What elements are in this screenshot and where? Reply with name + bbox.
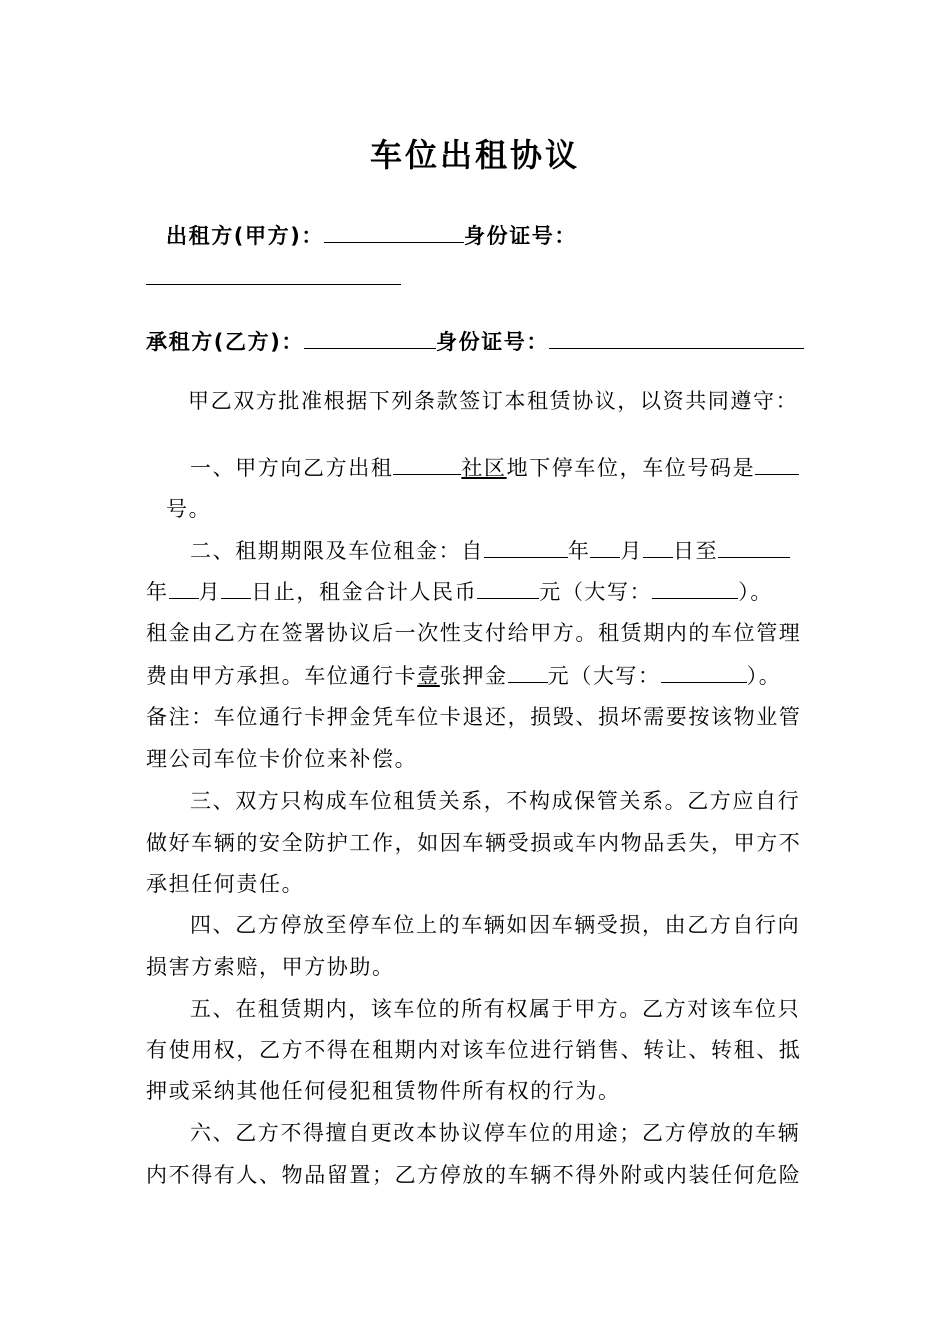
clause-2-line-3: 租金由乙方在签署协议后一次性支付给甲方。租赁期内的车位管理 (146, 621, 802, 645)
clause-5-line-1: 五、在租赁期内，该车位的所有权属于甲方。乙方对该车位只 (190, 997, 801, 1021)
end-year-blank[interactable] (718, 535, 790, 558)
clause-3-line-2: 做好车辆的安全防护工作，如因车辆受损或车内物品丢失，甲方不 (146, 831, 802, 855)
rent-amount-blank[interactable] (477, 576, 539, 599)
deposit-capital-label: 元（大写： (547, 664, 661, 688)
pass-card-text: 费由甲方承担。车位通行卡 (146, 664, 418, 688)
community-word: 社区 (461, 456, 507, 480)
party-a-id-blank[interactable] (146, 262, 401, 285)
clause-2-text: 二、租期期限及车位租金：自 (190, 539, 484, 563)
rent-capital-blank[interactable] (652, 576, 738, 599)
party-a-id-label: 身份证号： (464, 224, 577, 248)
clause-3-line-3: 承担任何责任。 (146, 872, 305, 896)
clause-5-line-2: 有使用权，乙方不得在租期内对该车位进行销售、转让、转租、抵 (146, 1038, 802, 1062)
clause-6-line-2: 内不得有人、物品留置；乙方停放的车辆不得外附或内装任何危险 (146, 1163, 802, 1187)
clause-1-line-1 (190, 452, 850, 482)
year-label: 年 (567, 539, 591, 563)
rent-capital-label: 元（大写： (539, 580, 653, 604)
year-label-2: 年 (146, 580, 169, 604)
clause-5-line-3: 押或采纳其他任何侵犯租赁物件所有权的行为。 (146, 1079, 621, 1103)
clause-4-line-1: 四、乙方停放至停车位上的车辆如因车辆受损，由乙方自行向 (190, 913, 801, 937)
day-to-label: 日至 (673, 539, 719, 563)
clause-1-line-2: 号。 (166, 497, 212, 521)
clause-3-line-1: 三、双方只构成车位租赁关系，不构成保管关系。乙方应自行 (190, 789, 801, 813)
clause-2-line-6: 理公司车位卡价位来补偿。 (146, 747, 418, 771)
party-b-name-blank[interactable] (304, 326, 436, 349)
clause-2-line-2 (146, 576, 806, 606)
month-label-2: 月 (198, 580, 222, 604)
document-title: 车位出租协议 (369, 136, 580, 174)
close-paren-2: ）。 (746, 664, 782, 688)
close-paren: ）。 (738, 580, 773, 604)
clause-1-text-2: 地下停车位，车位号码是 (506, 456, 756, 480)
clause-2-line-4 (146, 660, 806, 690)
clause-6-line-1: 六、乙方不得擅自更改本协议停车位的用途；乙方停放的车辆 (190, 1121, 801, 1145)
space-number-blank[interactable] (755, 452, 799, 475)
card-count: 壹 (417, 664, 440, 688)
party-b-label: 承租方(乙方)： (146, 330, 304, 354)
party-a-label: 出租方(甲方)： (166, 224, 324, 248)
deposit-label: 张押金 (439, 664, 508, 688)
deposit-amount-blank[interactable] (508, 660, 548, 683)
deposit-capital-blank[interactable] (661, 660, 747, 683)
end-day-blank[interactable] (221, 576, 251, 599)
start-year-blank[interactable] (484, 535, 568, 558)
intro-paragraph: 甲乙双方批准根据下列条款签订本租赁协议，以资共同遵守： (188, 389, 799, 413)
clause-2-line-5: 备注：车位通行卡押金凭车位卡退还，损毁、损坏需要按该物业管 (146, 705, 802, 729)
party-b-id-label: 身份证号： (436, 330, 549, 354)
community-blank[interactable] (393, 452, 461, 475)
start-month-blank[interactable] (590, 535, 620, 558)
rent-total-text: 日止，租金合计人民币 (251, 580, 478, 604)
clause-4-line-2: 损害方索赔，甲方协助。 (146, 955, 395, 979)
clause-1-text: 一、甲方向乙方出租 (190, 456, 394, 480)
end-month-blank[interactable] (169, 576, 199, 599)
month-label: 月 (620, 539, 644, 563)
party-b-line (146, 326, 806, 356)
party-a-line (166, 220, 826, 250)
party-a-name-blank[interactable] (324, 220, 464, 243)
start-day-blank[interactable] (643, 535, 673, 558)
party-b-id-blank[interactable] (549, 326, 804, 349)
party-a-id-line (146, 262, 806, 292)
clause-2-line-1 (190, 535, 850, 565)
